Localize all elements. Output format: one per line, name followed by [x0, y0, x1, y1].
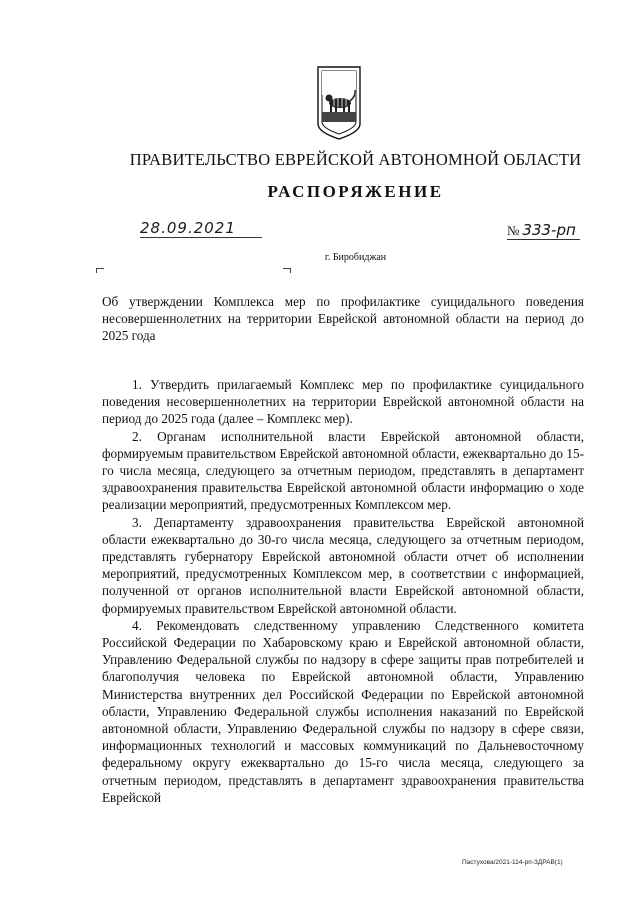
paragraph-4: 4. Рекомендовать следственному управлению Следственного комитета Российской Федерации по Хабаровскому краю и Еврейской автономной области, Управлению Федеральной службы по надзору в сфере защиты прав потребителей и благополучия человека по Еврейской автономной области, Управлению Министерства внутренних дел Российской Федерации по Еврейской автономной области, Управлению Федеральной службы исполнения наказаний по Еврейской автономной области, Управлению Федеральной службы по надзору в сфере связи, информационных технологий и массовых коммуникаций по Дальневосточному федеральному округу ежеквартально до 15-го числа месяца, следующего за отчетным периодом, представлять в департамент здравоохранения правительства Еврейской — [102, 617, 584, 805]
corner-mark-right — [283, 268, 291, 273]
paragraph-1: 1. Утвердить прилагаемый Комплекс мер по профилактике суицидального поведения несовершеннолетних на территории Еврейской автономной области на период до 2025 года (далее – Комплекс мер). — [102, 377, 584, 427]
document-date: 28.09.2021 — [140, 219, 262, 238]
document-body — [102, 376, 584, 806]
footer-reference: Пастухова/2021-114-рп-ЗДРАВ(1) — [462, 859, 563, 866]
document-type-title: РАСПОРЯЖЕНИЕ — [267, 182, 444, 201]
emblem-tiger-shield-icon — [317, 66, 361, 140]
paragraph-2: 2. Органам исполнительной власти Еврейской автономной области, формируемым правительством Еврейской автономной области, ежеквартально до 15-го числа месяца, следующего за отчетным периодом, представлять в департамент здравоохранения правительства Еврейской автономной области информацию о ходе реализации мероприятий, предусмотренных Комплексом мер. — [102, 428, 584, 513]
document-number — [507, 221, 580, 240]
paragraph-3: 3. Департаменту здравоохранения правительства Еврейской автономной области ежеквартально до 30-го числа месяца, следующего за отчетным периодом, представлять губернатору Еврейской автономной области отчет об исполнении мероприятий, предусмотренных Комплексом мер, в соответствии с информацией, полученной от органов исполнительной власти Еврейской автономной области, формируемых правительством Еврейской автономной области. — [102, 514, 584, 616]
number-value: 333-рп — [522, 221, 576, 239]
city: г. Биробиджан — [324, 252, 387, 263]
government-title: ПРАВИТЕЛЬСТВО ЕВРЕЙСКОЙ АВТОНОМНОЙ ОБЛАСТИ — [129, 150, 582, 169]
number-prefix: № — [507, 223, 520, 238]
corner-mark-left — [96, 268, 104, 273]
document-subject: Об утверждении Комплекса мер по профилактике суицидального поведения несовершеннолетних на территории Еврейской автономной области на период до 2025 года — [102, 294, 584, 343]
